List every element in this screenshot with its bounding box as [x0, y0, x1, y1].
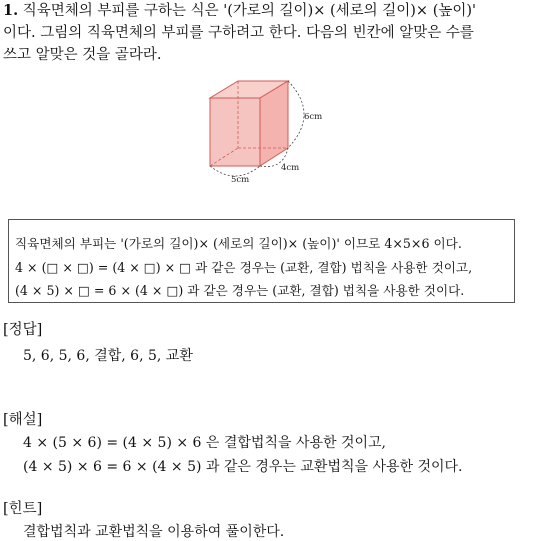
cuboid-front-face — [210, 98, 260, 166]
problem-line-2: 4 × (□ × □) = (4 × □) × □ 과 같은 경우는 (교환, 결합) 법칙을 사용한 것이고, — [15, 260, 473, 275]
problem-line-3: (4 × 5) × □ = 6 × (4 × □) 과 같은 경우는 (교환, 결합) 법칙을 사용한 것이다. — [15, 283, 465, 298]
problem-line-1: 직육면체의 부피는 '(가로의 길이)× (세로의 길이)× (높이)' 이므로 4×5×6 이다. — [15, 236, 462, 251]
hint-text: 결합법칙과 교환법칙을 이용하여 풀이한다. — [23, 524, 285, 540]
question-text-1: 직육면체의 부피를 구하는 식은 '(가로의 길이)× (세로의 길이)× (높이)' — [22, 3, 477, 19]
height-label: 6cm — [304, 112, 323, 122]
hint-heading: [힌트] — [3, 501, 43, 517]
depth-label: 4cm — [281, 163, 300, 173]
height-brace — [288, 81, 304, 148]
question-line-3: 쓰고 알맞은 것을 골라라. — [3, 47, 162, 63]
explanation-line-1: 4 × (5 × 6) = (4 × 5) × 6 은 결합법칙을 사용한 것이고, — [23, 435, 386, 451]
problem-box — [8, 219, 515, 303]
question-number: 1. — [3, 2, 19, 19]
answer-heading: [정답] — [3, 322, 43, 338]
explanation-heading: [해설] — [3, 412, 43, 428]
cuboid-figure — [195, 78, 345, 188]
question-line-1 — [3, 0, 476, 22]
width-label: 5cm — [231, 175, 250, 185]
question-line-2: 이다. 그림의 직육면체의 부피를 구하려고 한다. 다음의 빈칸에 알맞은 수를 — [3, 25, 474, 41]
answer-text: 5, 6, 5, 6, 결합, 6, 5, 교환 — [23, 348, 193, 364]
explanation-line-2: (4 × 5) × 6 = 6 × (4 × 5) 과 같은 경우는 교환법칙을 사용한 것이다. — [23, 459, 463, 475]
